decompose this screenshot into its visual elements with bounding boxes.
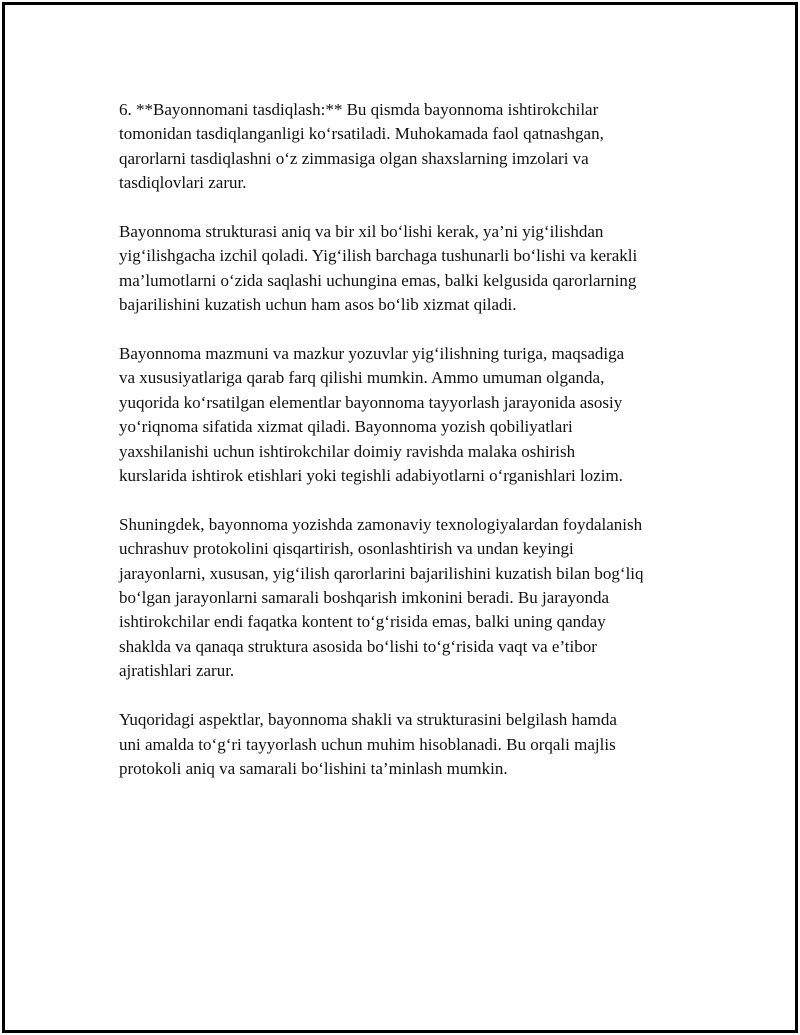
paragraph-approval: 6. **Bayonnomani tasdiqlash:** Bu qismda bayonnoma ishtirokchilar tomonidan tasdiqlanganligi ko‘rsatiladi. Muhokamada faol qatnashgan, qarorlarni tasdiqlashni o‘z zimmasiga olgan shaxslarning imzolari va tasdiqlovlari zarur.	[119, 100, 604, 193]
paragraph-structure: Bayonnoma strukturasi aniq va bir xil bo‘lishi kerak, ya’ni yig‘ilishdan yig‘ilishgacha izchil qoladi. Yig‘ilish barchaga tushunarli bo‘lishi va kerakli ma’lumotlarni o‘zida saqlashi uchungina emas, balki kelgusida qarorlarning bajarilishini kuzatish uchun ham asos bo‘lib xizmat qiladi.	[119, 222, 638, 315]
document-body	[119, 98, 699, 806]
paragraph-conclusion: Yuqoridagi aspektlar, bayonnoma shakli va strukturasini belgilash hamda uni amalda to‘g‘ri tayyorlash uchun muhim hisoblanadi. Bu orqali majlis protokoli aniq va samarali bo‘lishini ta’minlash mumkin.	[119, 710, 617, 778]
paragraph-content-variation: Bayonnoma mazmuni va mazkur yozuvlar yig‘ilishning turiga, maqsadiga va xususiyatlariga qarab farq qilishi mumkin. Ammo umuman olganda, yuqorida ko‘rsatilgan elementlar bayonnoma tayyorlash jarayonida asosiy yo‘riqnoma sifatida xizmat qiladi. Bayonnoma yozish qobiliyatlari yaxshilanishi uchun ishtirokchilar doimiy ravishda malaka oshirish kurslarida ishtirok etishlari yoki tegishli adabiyotlarni o‘rganishlari lozim.	[119, 344, 625, 486]
document-page	[2, 2, 798, 1033]
paragraph-technology: Shuningdek, bayonnoma yozishda zamonaviy texnologiyalardan foydalanish uchrashuv protokolini qisqartirish, osonlashtirish va undan keyingi jarayonlarni, xususan, yig‘ilish qarorlarini bajarilishini kuzatish bilan bog‘liq bo‘lgan jarayonlarni samarali boshqarish imkonini beradi. Bu jarayonda ishtirokchilar endi faqatka kontent to‘g‘risida emas, balki uning qanday shaklda va qanaqa struktura asosida bo‘lishi to‘g‘risida vaqt va e’tibor ajratishlari zarur.	[119, 514, 644, 681]
